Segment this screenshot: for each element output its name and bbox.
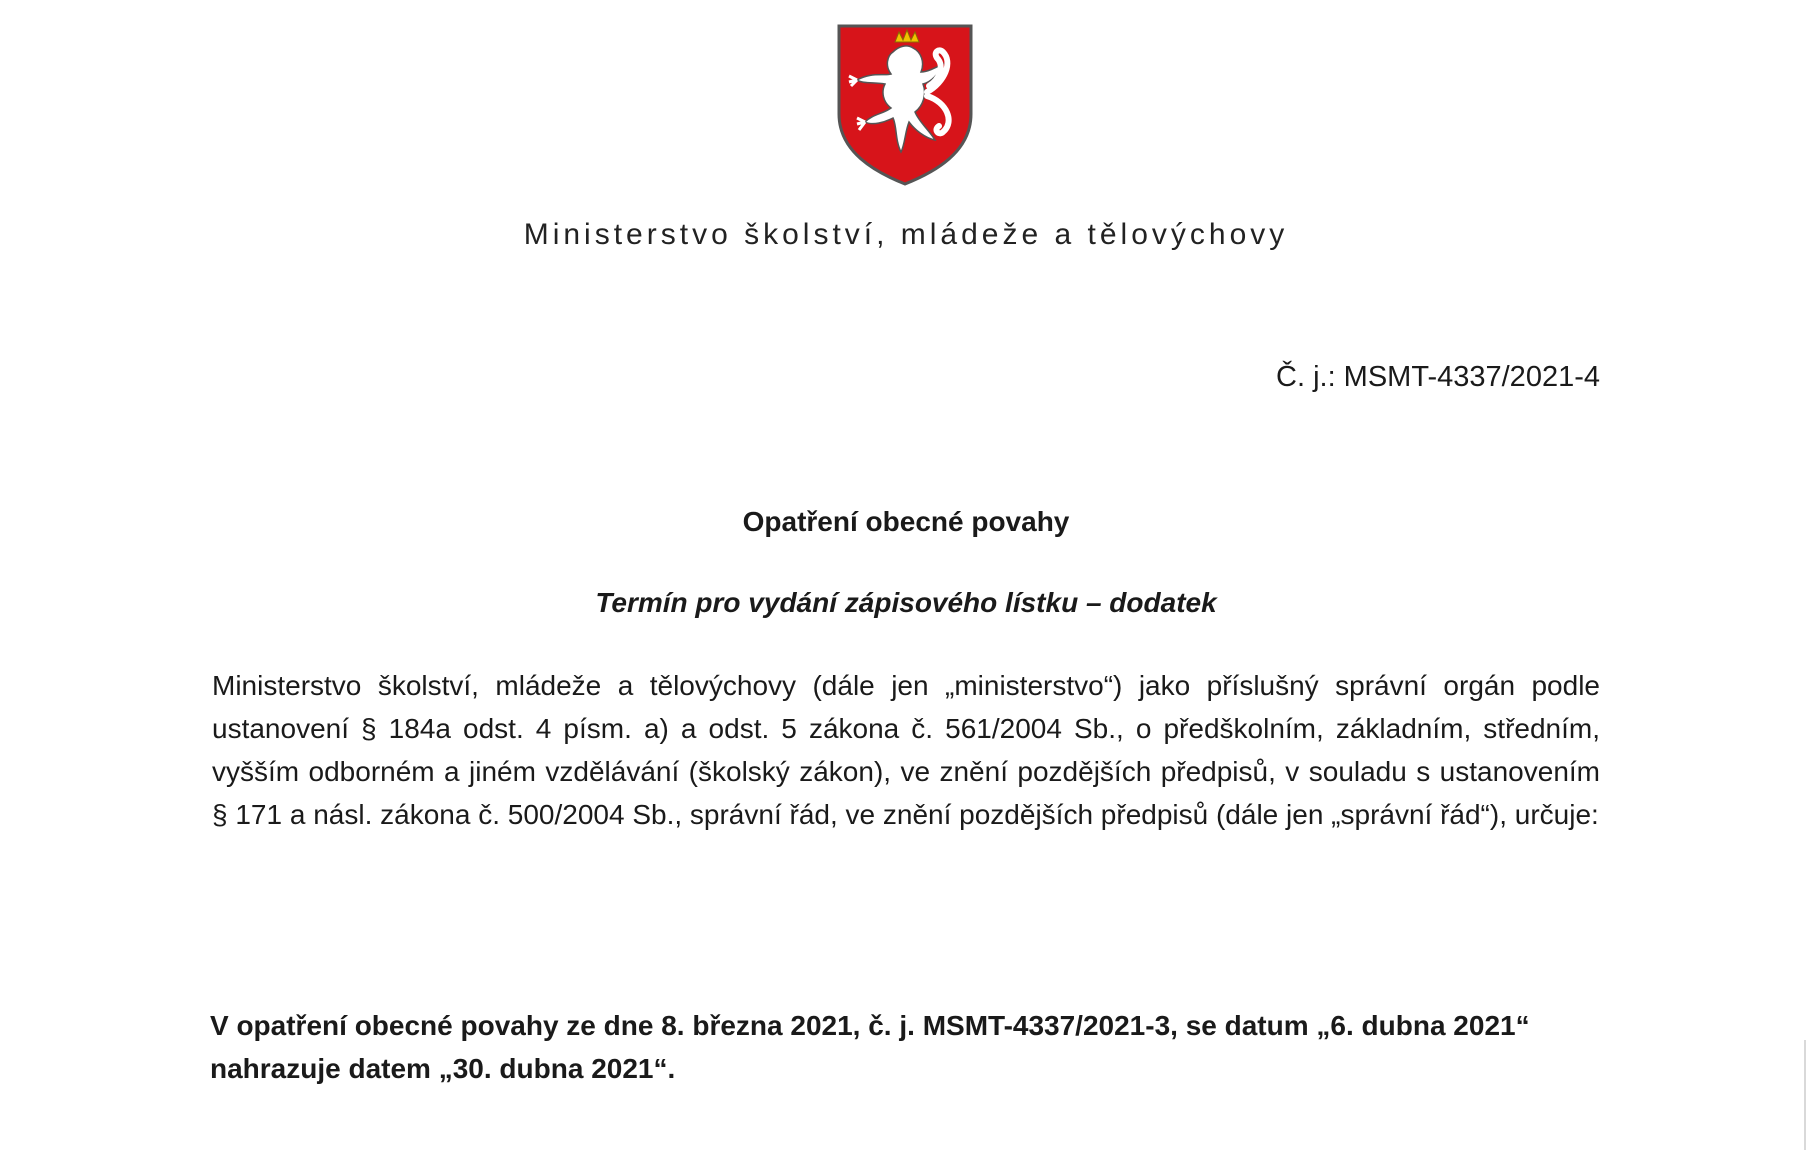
reference-number: Č. j.: MSMT-4337/2021-4 xyxy=(1276,361,1600,393)
scan-edge-mark xyxy=(1804,1040,1806,1150)
decision-paragraph: V opatření obecné povahy ze dne 8. března 2021, č. j. MSMT-4337/2021-3, se datum „6. dubna 2021“ nahrazuje datem „30. dubna 2021“. xyxy=(210,1010,1530,1084)
ministry-name: Ministerstvo školství, mládeže a tělovýchovy xyxy=(523,218,1289,251)
czech-coat-of-arms-icon xyxy=(835,22,975,188)
body-paragraph: Ministerstvo školství, mládeže a tělovýchovy (dále jen „ministerstvo“) jako příslušný správní orgán podle ustanovení § 184a odst. 4 písm. a) a odst. 5 zákona č. 561/2004 Sb., o předškolním, základním, středním, vyšším odborném a jiném vzdělávání (školský zákon), ve znění pozdějších předpisů, v souladu s ustanovením § 171 a násl. zákona č. 500/2004 Sb., správní řád, ve znění pozdějších předpisů (dále jen „správní řád“), určuje: xyxy=(212,670,1600,830)
document-subtitle: Termín pro vydání zápisového lístku – dodatek xyxy=(595,587,1217,618)
document-title: Opatření obecné povahy xyxy=(742,506,1070,537)
